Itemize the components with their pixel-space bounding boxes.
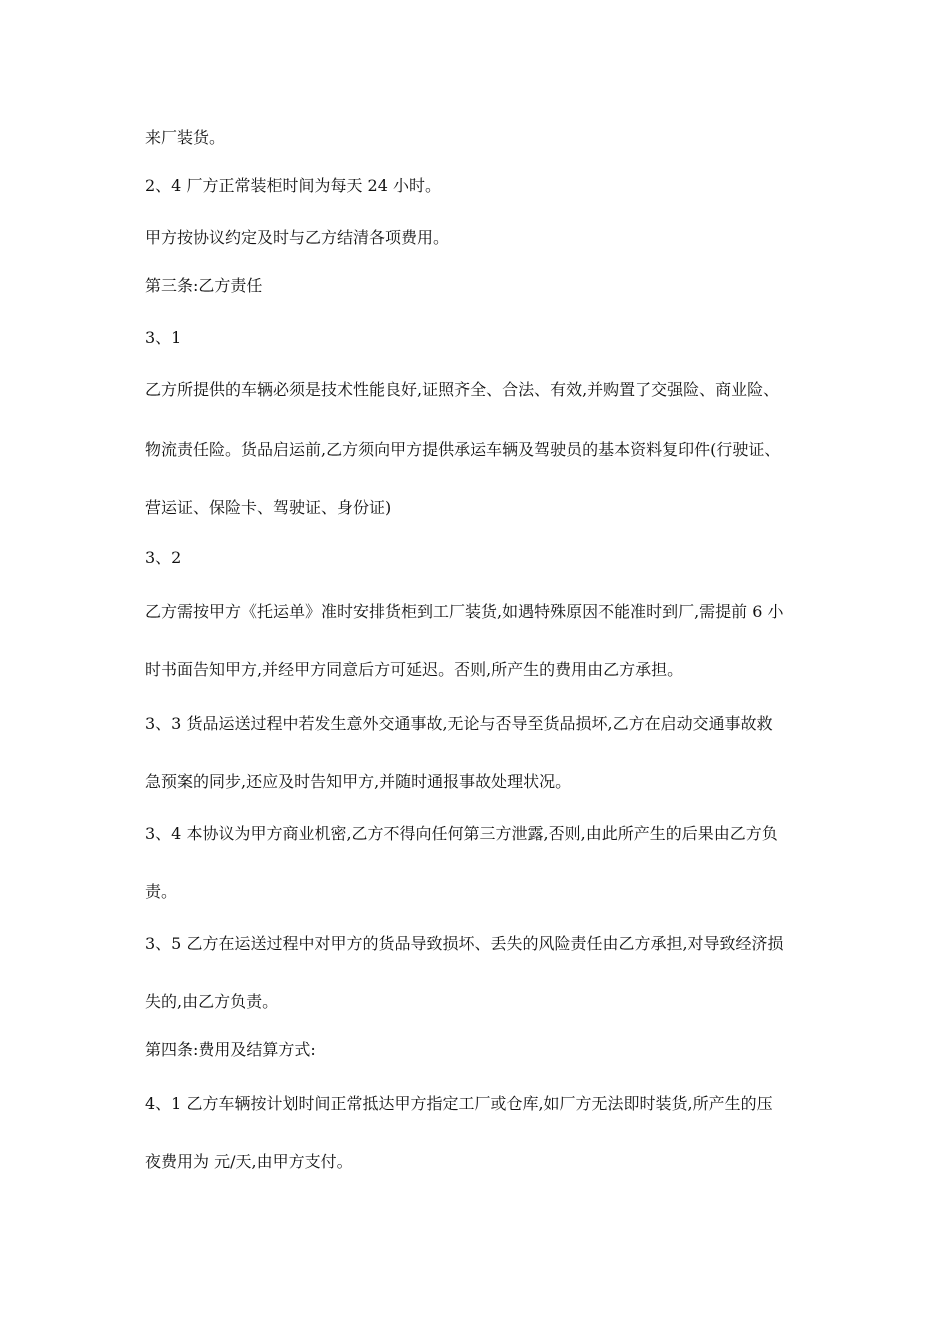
text-line: 2、4 厂方正常装柜时间为每天 24 小时。 bbox=[145, 176, 441, 195]
text-line: 失的,由乙方负责。 bbox=[145, 992, 279, 1011]
text-line: 急预案的同步,还应及时告知甲方,并随时通报事故处理状况。 bbox=[145, 772, 572, 791]
clause-number: 3、2 bbox=[145, 548, 182, 567]
text-line: 3、4 本协议为甲方商业机密,乙方不得向任何第三方泄露,否则,由此所产生的后果由乙方负 bbox=[145, 824, 778, 843]
text-line: 责。 bbox=[145, 882, 178, 901]
section-heading: 第四条:费用及结算方式: bbox=[145, 1040, 316, 1059]
section-heading: 第三条:乙方责任 bbox=[145, 276, 263, 295]
text-line: 3、5 乙方在运送过程中对甲方的货品导致损坏、丢失的风险责任由乙方承担,对导致经济损 bbox=[145, 934, 784, 953]
text-line: 3、3 货品运送过程中若发生意外交通事故,无论与否导至货品损坏,乙方在启动交通事故救 bbox=[145, 714, 773, 733]
clause-number: 3、1 bbox=[145, 328, 182, 347]
text-line: 夜费用为 元/天,由甲方支付。 bbox=[145, 1152, 353, 1171]
text-line: 4、1 乙方车辆按计划时间正常抵达甲方指定工厂或仓库,如厂方无法即时装货,所产生的压 bbox=[145, 1094, 773, 1113]
text-line: 乙方所提供的车辆必须是技术性能良好,证照齐全、合法、有效,并购置了交强险、商业险、 bbox=[145, 380, 780, 399]
text-line: 甲方按协议约定及时与乙方结清各项费用。 bbox=[145, 228, 450, 247]
text-line: 乙方需按甲方《托运单》准时安排货柜到工厂装货,如遇特殊原因不能准时到厂,需提前 6 小 bbox=[145, 602, 784, 621]
text-line: 来厂装货。 bbox=[145, 128, 226, 147]
text-line: 营运证、保险卡、驾驶证、身份证) bbox=[145, 498, 392, 517]
text-line: 时书面告知甲方,并经甲方同意后方可延迟。否则,所产生的费用由乙方承担。 bbox=[145, 660, 684, 679]
text-line: 物流责任险。货品启运前,乙方须向甲方提供承运车辆及驾驶员的基本资料复印件(行驶证、 bbox=[145, 440, 781, 459]
